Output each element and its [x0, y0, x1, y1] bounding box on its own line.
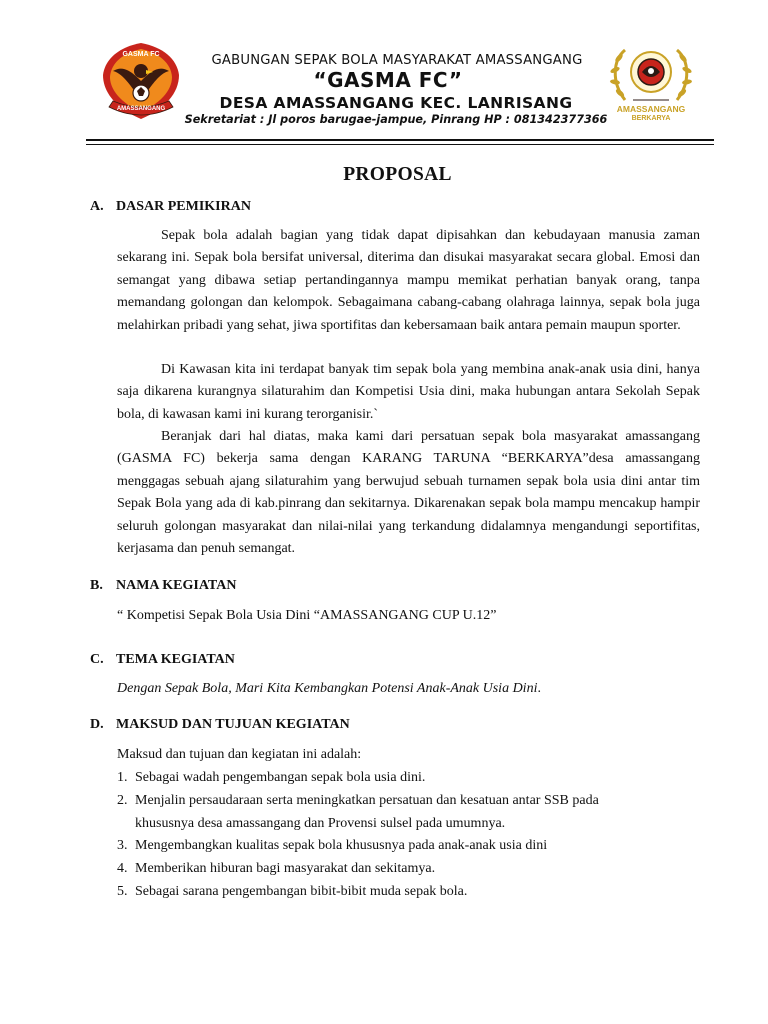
activity-theme-period: .: [537, 681, 541, 696]
objective-number: 5.: [117, 884, 128, 899]
objective-text: Menjalin persaudaraan serta meningkatkan persatuan dan kesatuan antar SSB pada: [135, 793, 599, 808]
objective-text: Sebagai wadah pengembangan sepak bola usia dini.: [135, 770, 426, 785]
objective-text: Sebagai sarana pengembangan bibit-bibit muda sepak bola.: [135, 884, 468, 899]
activity-theme-text: Dengan Sepak Bola, Mari Kita Kembangkan Potensi Anak-Anak Usia Dini: [117, 681, 538, 696]
section-a-heading: [90, 199, 251, 215]
section-d-heading: [90, 717, 350, 733]
logo-left-bottom-text: AMASSANGANG: [116, 106, 166, 112]
objective-item-2-continuation: khususnya desa amassangang dan Provensi sulsel pada umumnya.: [135, 816, 506, 831]
objective-item-3: [117, 838, 547, 854]
section-a-letter: A.: [90, 199, 104, 214]
section-d-title: MAKSUD DAN TUJUAN KEGIATAN: [116, 717, 350, 732]
objective-item-5: [117, 884, 467, 900]
objective-number: 2.: [117, 793, 128, 808]
objective-number: 1.: [117, 770, 128, 785]
club-name: “GASMA FC”: [313, 68, 463, 92]
letterhead-divider-thick: [86, 139, 714, 141]
village-name: DESA AMASSANGANG KEC. LANRISANG: [219, 94, 573, 112]
section-c-heading: [90, 652, 235, 668]
section-b-letter: B.: [90, 578, 103, 593]
objective-item-1: [117, 770, 425, 786]
activity-theme: [117, 681, 541, 697]
section-b-heading: [90, 578, 236, 594]
secretariat-address: Sekretariat : Jl poros barugae-jampue, Pinrang HP : 081342377366: [184, 113, 608, 126]
organization-name: GABUNGAN SEPAK BOLA MASYARAKAT AMASSANGANG: [211, 53, 583, 68]
objective-number: 3.: [117, 838, 128, 853]
objective-number: 4.: [117, 861, 128, 876]
document-title: PROPOSAL: [343, 164, 452, 185]
objective-item-4: [117, 861, 435, 877]
logo-left-top-text: GASMA FC: [122, 51, 160, 58]
objectives-intro: Maksud dan tujuan dan kegiatan ini adalah:: [117, 747, 362, 762]
letterhead-divider-thin: [86, 144, 714, 145]
section-a-paragraph-1: Sepak bola adalah bagian yang tidak dapat dipisahkan dan kebudayaan manusia zaman sekarang ini. Sepak bola bersifat universal, diterima dan disukai masyarakat secara global. Emosi dan semangat yang dibawa setiap pertandingannya mampu memikat perhatian banyak orang, tanpa memandang golongan dan kelompok. Sebagaimana cabang-cabang olahraga lainnya, sepak bola juga melahirkan pribadi yang sehat, jiwa sportifitas dan kebersamaan baik antara pemain maupun sporter.: [117, 228, 700, 333]
section-b-title: NAMA KEGIATAN: [116, 578, 237, 593]
logo-right-line2: BERKARYA: [631, 115, 671, 122]
section-a-title: DASAR PEMIKIRAN: [116, 199, 251, 214]
section-d-letter: D.: [90, 717, 104, 732]
activity-name: “ Kompetisi Sepak Bola Usia Dini “AMASSANGANG CUP U.12”: [117, 608, 497, 623]
objective-item-2: [117, 793, 599, 809]
objective-text: Mengembangkan kualitas sepak bola khususnya pada anak-anak usia dini: [135, 838, 548, 853]
section-a-paragraph-3: Beranjak dari hal diatas, maka kami dari persatuan sepak bola masyarakat amassangang (GASMA FC) bekerja sama dengan KARANG TARUNA “BERKARYA”desa amassangang menggagas sebuah ajang silaturahim yang berwujud sebuah turnamen sepak bola usia dini antar tim Sepak Bola yang ada di kab.pinrang dan sekitarnya. Dikarenakan sepak bola mampu mencakup hampir seluruh golongan masyarakat dan nilai-nilai yang terkandung didalamnya mengandungi seportifitas, kerjasama dan penuh semangat.: [117, 429, 700, 557]
logo-right-line1: AMASSANGANG: [616, 104, 686, 114]
section-c-title: TEMA KEGIATAN: [116, 652, 235, 667]
section-c-letter: C.: [90, 652, 104, 667]
objective-text: Memberikan hiburan bagi masyarakat dan sekitamya.: [135, 861, 436, 876]
section-a-paragraph-2: Di Kawasan kita ini terdapat banyak tim sepak bola yang membina anak-anak usia dini, hanya saja dikarena kurangnya silaturahim dan Kompetisi Usia dini, maka hubungan antara Sekolah Sepak bola, di kawasan kami ini kurang terorganisir.`: [117, 362, 700, 422]
